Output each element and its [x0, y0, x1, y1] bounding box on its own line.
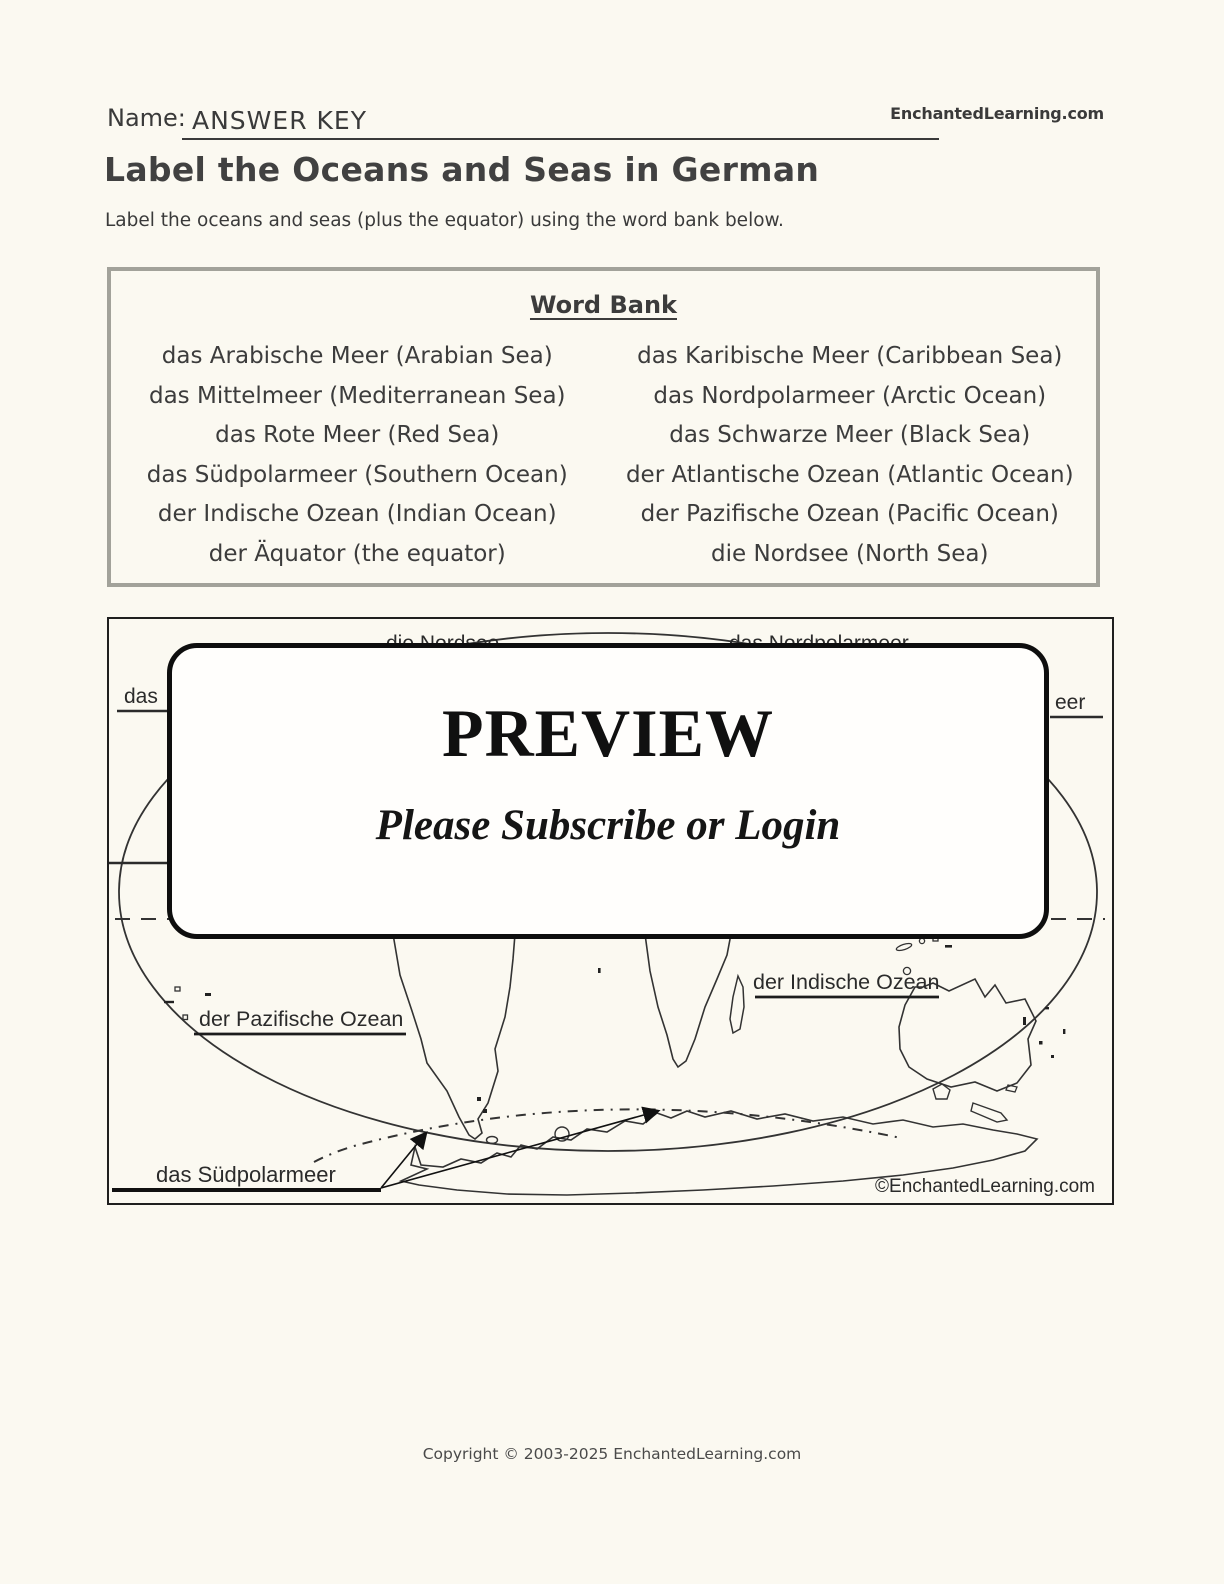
indonesia-island: [896, 942, 913, 952]
word-bank-box: [107, 267, 1100, 587]
word-bank-item: das Rote Meer (Red Sea): [215, 422, 500, 449]
word-bank-item: das Karibische Meer (Caribbean Sea): [637, 343, 1063, 369]
name-answer-value: ANSWER KEY: [192, 106, 367, 135]
small-island-dot: [483, 1109, 487, 1113]
pacific-island-dot: [205, 993, 211, 996]
name-label: Name:: [107, 104, 186, 132]
pacific-island-dot: [175, 987, 180, 991]
word-bank-item: der Äquator (the equator): [208, 540, 506, 567]
preview-overlay: [167, 643, 1049, 939]
pacific-island-dot: [1063, 1029, 1065, 1034]
preview-title: PREVIEW: [442, 695, 774, 771]
small-island-dot: [477, 1097, 481, 1101]
tierra-del-fuego-island: [487, 1137, 498, 1144]
word-bank-title: Word Bank: [529, 291, 677, 319]
suedpolarmeer-arrow: [381, 1111, 658, 1188]
word-bank-item: der Indische Ozean (Indian Ocean): [157, 501, 557, 528]
pacific-island-dot: [1023, 1017, 1026, 1025]
word-bank-right-column: [604, 337, 1097, 575]
instructions-text: Label the oceans and seas (plus the equator) using the word bank below.: [105, 210, 784, 231]
name-underline: [182, 138, 939, 140]
pacific-island-dot: [1051, 1055, 1054, 1058]
word-bank-item: die Nordsee (North Sea): [711, 540, 989, 567]
madagascar-outline: [730, 976, 744, 1033]
map-label-pazifischer-ozean: der Pazifische Ozean: [199, 1007, 404, 1031]
map-credit: ©EnchantedLearning.com: [875, 1176, 1095, 1197]
copyright-footer: Copyright © 2003-2025 EnchantedLearning.com: [422, 1445, 802, 1463]
word-bank-left-column: [111, 337, 604, 575]
africa-outline: [645, 934, 731, 1067]
indonesia-island: [919, 938, 924, 943]
preview-subscribe-login-text: Please Subscribe or Login: [375, 802, 841, 849]
indonesia-island: [945, 945, 952, 948]
map-answer-sheet: [107, 617, 1114, 1205]
south-america-outline: [393, 934, 515, 1139]
word-bank-item: der Atlantische Ozean (Atlantic Ocean): [625, 461, 1074, 488]
map-label-left-partial: das: [124, 685, 158, 708]
pacific-island-dot: [1039, 1041, 1043, 1045]
small-island-outline: [1006, 1085, 1017, 1092]
word-bank-item: das Arabische Meer (Arabian Sea): [161, 343, 553, 369]
map-label-indischer-ozean: der Indische Ozean: [753, 970, 940, 994]
new-zealand-outline: [971, 1103, 1007, 1122]
antarctic-circle-dashed: [314, 1109, 901, 1162]
pacific-island-dot: [183, 1015, 188, 1020]
word-bank-columns: [111, 337, 1096, 575]
word-bank-item: der Pazifische Ozean (Pacific Ocean): [640, 501, 1059, 528]
word-bank-item: das Mittelmeer (Mediterranean Sea): [148, 382, 566, 409]
word-bank-item: das Südpolarmeer (Southern Ocean): [146, 461, 568, 488]
page-title: Label the Oceans and Seas in German: [104, 150, 820, 189]
map-label-right-partial: eer: [1055, 691, 1086, 714]
site-logo-text: EnchantedLearning.com: [890, 104, 1104, 123]
map-label-suedpolarmeer: das Südpolarmeer: [156, 1162, 336, 1187]
pacific-island-dot: [1045, 1007, 1049, 1009]
word-bank-item: das Nordpolarmeer (Arctic Ocean): [653, 382, 1047, 409]
word-bank-item: das Schwarze Meer (Black Sea): [669, 422, 1031, 449]
tiny-dot: [598, 968, 601, 973]
